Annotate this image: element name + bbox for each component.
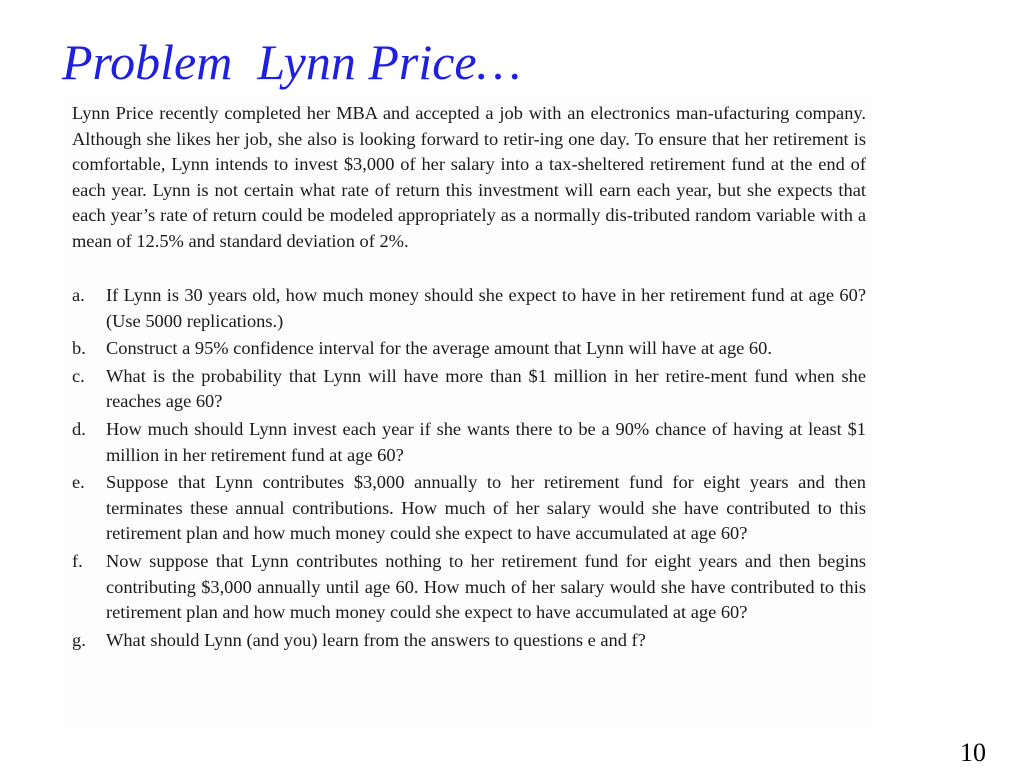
question-g: [72, 628, 866, 654]
question-text: How much should Lynn invest each year if she wants there to be a 90% chance of having at least $1 million in her retirement fund at age 60?: [106, 418, 866, 465]
slide-title: Problem Lynn Price…: [62, 34, 522, 90]
question-f: [72, 549, 866, 626]
question-b: [72, 336, 866, 362]
question-text: What should Lynn (and you) learn from the answers to questions e and f?: [106, 629, 646, 650]
question-marker: c.: [72, 365, 85, 386]
problem-scan: [62, 97, 872, 727]
question-marker: f.: [72, 550, 83, 571]
question-a: [72, 283, 866, 334]
page-number: 10: [960, 738, 986, 767]
question-marker: a.: [72, 285, 85, 305]
question-list: [72, 283, 866, 655]
question-marker: e.: [72, 472, 85, 493]
question-marker: b.: [72, 338, 86, 359]
question-text: Construct a 95% confidence interval for the average amount that Lynn will have at age 60.: [106, 338, 772, 359]
question-c: [72, 364, 866, 415]
question-text: If Lynn is 30 years old, how much money should she expect to have in her retirement fund at age 60? (Use 5000 replications.): [106, 285, 866, 331]
question-e: [72, 470, 866, 547]
question-d: [72, 417, 866, 468]
question-marker: g.: [72, 629, 86, 650]
question-marker: d.: [72, 418, 86, 439]
question-text: Suppose that Lynn contributes $3,000 annually to her retirement fund for eight years and then terminates these annual contributions. How much of her salary would she have contributed to this retirement plan and how much money could she expect to have accumulated at age 60?: [106, 472, 866, 544]
question-text: Now suppose that Lynn contributes nothing to her retirement fund for eight years and then begins contributing $3,000 annually until age 60. How much of her salary would she have contributed to this retirement plan and how much money could she expect to have accumulated at age 60?: [106, 550, 866, 623]
problem-intro: Lynn Price recently completed her MBA and accepted a job with an electronics man-ufacturing company. Although she likes her job, she also is looking forward to retir-ing one day. To ensure that her retirement is comfortable, Lynn intends to invest $3,000 of her salary into a tax-sheltered retirement fund at the end of each year. Lynn is not certain what rate of return this investment will earn each year, but she expects that each year’s rate of return could be modeled appropriately as a normally dis-tributed random variable with a mean of 12.5% and standard deviation of 2%.: [72, 103, 866, 251]
question-text: What is the probability that Lynn will have more than $1 million in her retire-ment fund when she reaches age 60?: [106, 365, 866, 412]
